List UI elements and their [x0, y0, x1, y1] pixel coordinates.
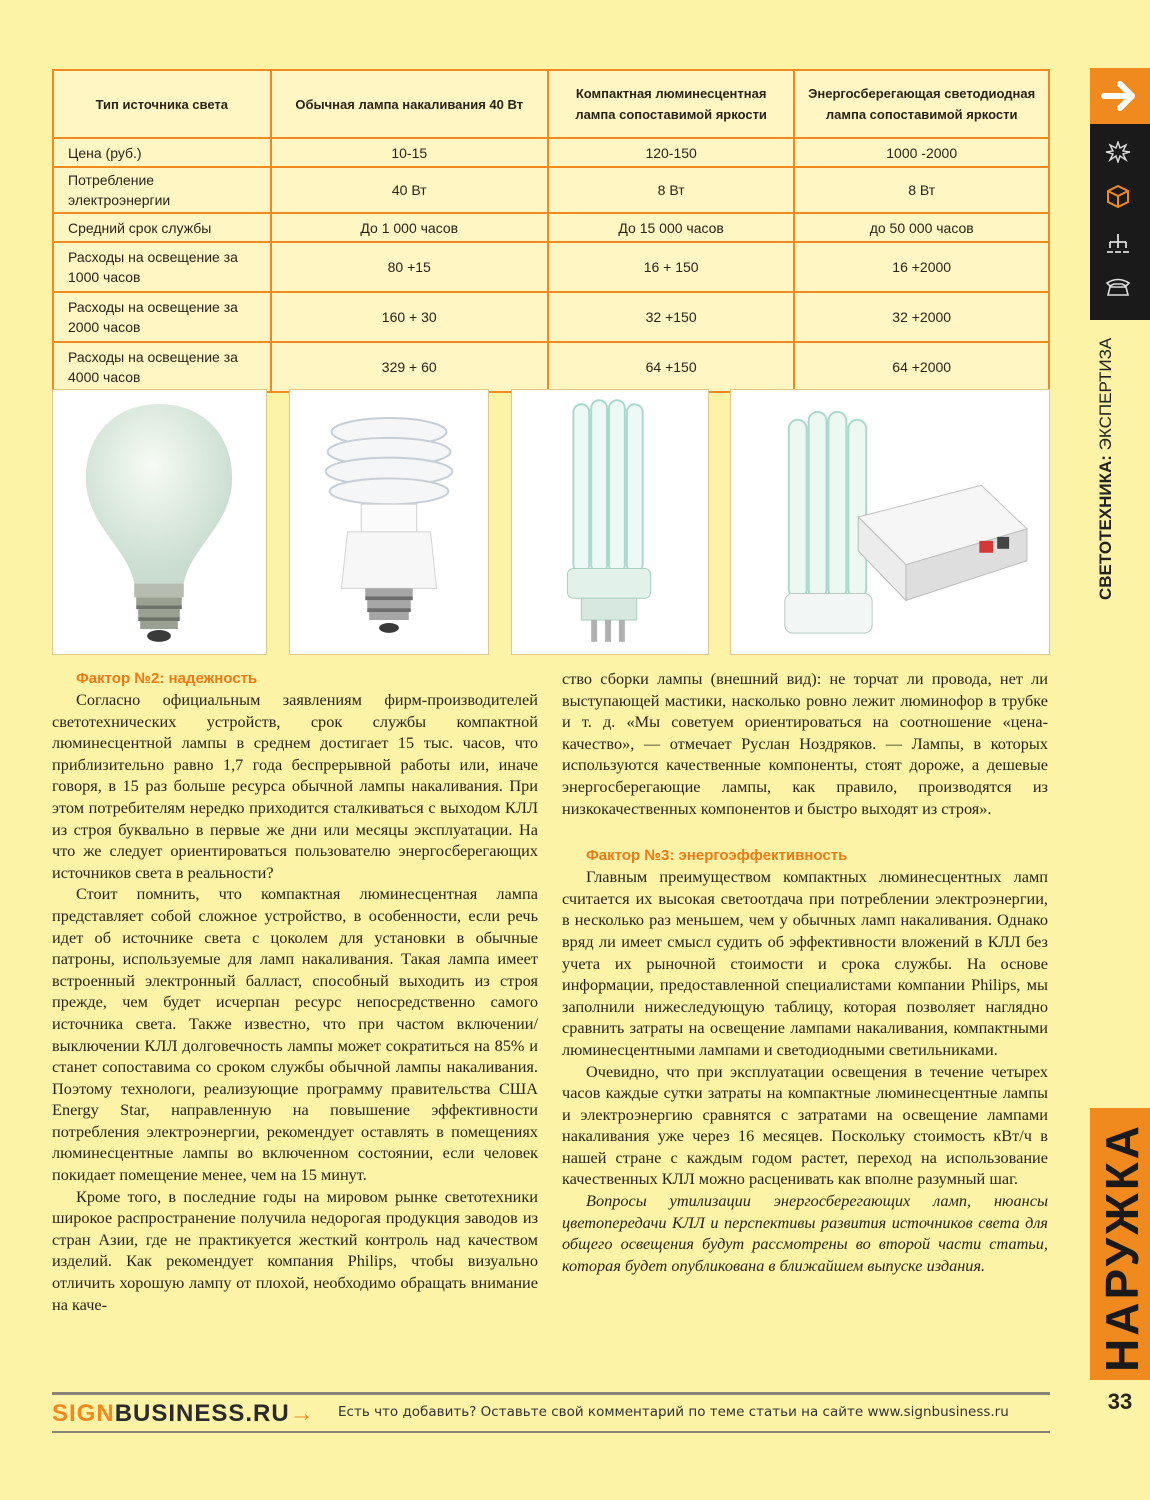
arrow-right-icon	[1100, 78, 1140, 114]
table-cell: 329 + 60	[271, 342, 548, 392]
table-header: Тип источника света	[53, 70, 271, 138]
section-label: СВЕТОТЕХНИКА: ЭКСПЕРТИЗА	[1096, 337, 1115, 600]
table-header: Компактная люминесцентная лампа сопоставимой яркости	[548, 70, 795, 138]
table-cell: 8 Вт	[794, 167, 1049, 213]
factor2-heading: Фактор №2: надежность	[76, 670, 258, 687]
table-cell: 80 +15	[271, 242, 548, 292]
table-header: Обычная лампа накаливания 40 Вт	[271, 70, 548, 138]
table-row	[53, 138, 1049, 167]
network-icon	[1100, 230, 1136, 258]
article-paragraph: Стоит помнить, что компактная люминесцентная лампа представляет собой сложное устройство, в особенности, если речь идет об источнике света с цоколем для установки в обычные патроны, используемые для ламп накаливания. Такая лампа имеет встроенный электронный балласт, способный выходить из строя прежде, чем будет исчерпан ресурс непосредственно самого источника света. Также известно, что при частом включении/выключении КЛЛ долговечность лампы может сократиться на 85% и станет сопоставима со сроком службы обычной лампы накаливания. Поэтому технологи, реализующие программу правительства США Energy Star, направленную на повышение эффективности потребления электроэнергии, рекомендует оставлять в помещениях люминесцентные лампы во включенном состоянии, если человек покидает помещение менее, чем на 15 минут.	[52, 884, 538, 1185]
table-cell: 32 +150	[548, 292, 795, 342]
article-paragraph: Главным преимуществом компактных люминесцентных ламп считается их высокая светоотдача при потреблении электроэнергии, в несколько раз меньшем, чем у обычных ламп накаливания. Однако вряд ли имеет смысл судить об эффективности вложений в КЛЛ без учета их рыночной стоимости и срока службы. На основе информации, предоставленной специалистами компании Philips, мы заполнили нижеследующую таблицу, которая позволяет наглядно сравнить затраты на освещение лампами накаливания, компактными люминесцентными лампами и светодиодными светильниками.	[562, 867, 1048, 1059]
table-cell: 1000 -2000	[794, 138, 1049, 167]
article-paragraph: Кроме того, в последние годы на мировом рынке светотехники широкое распространение получила недорогая продукция заводов из стран Азии, где не практикуется жесткий контроль над качеством изделий. Как рекомендует компания Philips, чтобы визуально отличить хорошую лампу от плохой, необходимо обращать внимание на каче-	[52, 1186, 538, 1314]
table-cell: До 1 000 часов	[271, 213, 548, 242]
logo-arrow-icon: →	[289, 1400, 315, 1427]
table-cell: до 50 000 часов	[794, 213, 1049, 242]
magazine-section-label: НАРУЖКА	[1096, 1122, 1148, 1372]
article-paragraph: Очевидно, что при эксплуатации освещения в течение четырех часов каждые сутки затраты на компактные люминесцентные лампы и электроэнергию сравнятся с затратами на освещение лампами накаливания уже через 16 месяцев. Поскольку стоимость кВт/ч в нашей стране с каждым годом растет, переход на использование качественных КЛЛ можно расценивать как вполне разумный шаг.	[562, 1061, 1048, 1189]
site-logo[interactable]: SIGNBUSINESS.RU→	[52, 1400, 315, 1427]
table-cell: 10-15	[271, 138, 548, 167]
box-icon	[1100, 182, 1136, 210]
row-label: Потребление электроэнергии	[53, 167, 271, 213]
table-cell: 32 +2000	[794, 292, 1049, 342]
row-label: Расходы на освещение за 2000 часов	[53, 292, 271, 342]
row-label: Средний срок службы	[53, 213, 271, 242]
article-paragraph-italic: Вопросы утилизации энергосберегающих ламп, нюансы цветопередачи КЛЛ и перспективы развития источников света для общего освещения будут рассмотрены во второй части статьи, которая будет опубликована в ближайшем выпуске издания.	[562, 1191, 1048, 1275]
page-number: 33	[1092, 1382, 1148, 1422]
factor3-heading: Фактор №3: энергоэффективность	[586, 847, 848, 865]
row-label: Цена (руб.)	[53, 138, 271, 167]
table-cell: 120-150	[548, 138, 795, 167]
article-column-left	[52, 668, 538, 1315]
burst-icon	[1100, 138, 1136, 166]
phone-icon	[1100, 272, 1136, 300]
led-lamp-with-ballast-photo	[730, 389, 1050, 655]
compact-tube-lamp-photo	[511, 389, 709, 655]
table-cell: 160 + 30	[271, 292, 548, 342]
row-label: Расходы на освещение за 1000 часов	[53, 242, 271, 292]
table-row	[53, 342, 1049, 392]
row-label: Расходы на освещение за 4000 часов	[53, 342, 271, 392]
table-cell: 64 +150	[548, 342, 795, 392]
table-row	[53, 242, 1049, 292]
article-column-right	[562, 668, 1048, 1276]
table-header-row	[53, 70, 1049, 138]
table-row	[53, 213, 1049, 242]
next-arrow-tab[interactable]	[1090, 68, 1150, 124]
table-row	[53, 167, 1049, 213]
article-paragraph: Согласно официальным заявлениям фирм-производителей светотехнических устройств, срок службы компактной люминесцентной лампы в среднем достигает 15 тыс. часов, что приблизительно равно 1,7 года беспрерывной работы или, иначе говоря, в 15 раз больше ресурса обычной лампы накаливания. При этом потребителям нередко приходится сталкиваться с выходом КЛЛ из строя буквально в первые же дни или месяцы эксплуатации. На что же следует ориентироваться пользователю энергосберегающих источников света в реальности?	[52, 690, 538, 882]
table-cell: 16 +2000	[794, 242, 1049, 292]
footer-text: Есть что добавить? Оставьте свой комментарий по теме статьи на сайте www.signbusiness.ru	[338, 1404, 1009, 1420]
table-cell: 16 + 150	[548, 242, 795, 292]
table-row	[53, 292, 1049, 342]
compact-spiral-lamp-photo	[289, 389, 489, 655]
footer-divider	[52, 1392, 1050, 1395]
table-cell: До 15 000 часов	[548, 213, 795, 242]
table-header: Энергосберегающая светодиодная лампа сопоставимой яркости	[794, 70, 1049, 138]
table-cell: 64 +2000	[794, 342, 1049, 392]
table-cell: 40 Вт	[271, 167, 548, 213]
incandescent-bulb-photo	[52, 389, 267, 655]
footer-divider	[52, 1431, 1050, 1433]
article-paragraph: ство сборки лампы (внешний вид): не торчат ли провода, нет ли выступающей мастики, насколько ровно лежит люминофор в трубке и т. д. «Мы советуем ориентироваться на соотношение «цена-качество», — отмечает Руслан Ноздряков. — Лампы, в которых используются качественные компоненты, стоят дороже, а дешевые энергосберегающие лампы, как правило, производятся из низкокачественных компонентов и быстро выходят из строя».	[562, 669, 1048, 818]
comparison-table	[52, 69, 1050, 393]
table-cell: 8 Вт	[548, 167, 795, 213]
